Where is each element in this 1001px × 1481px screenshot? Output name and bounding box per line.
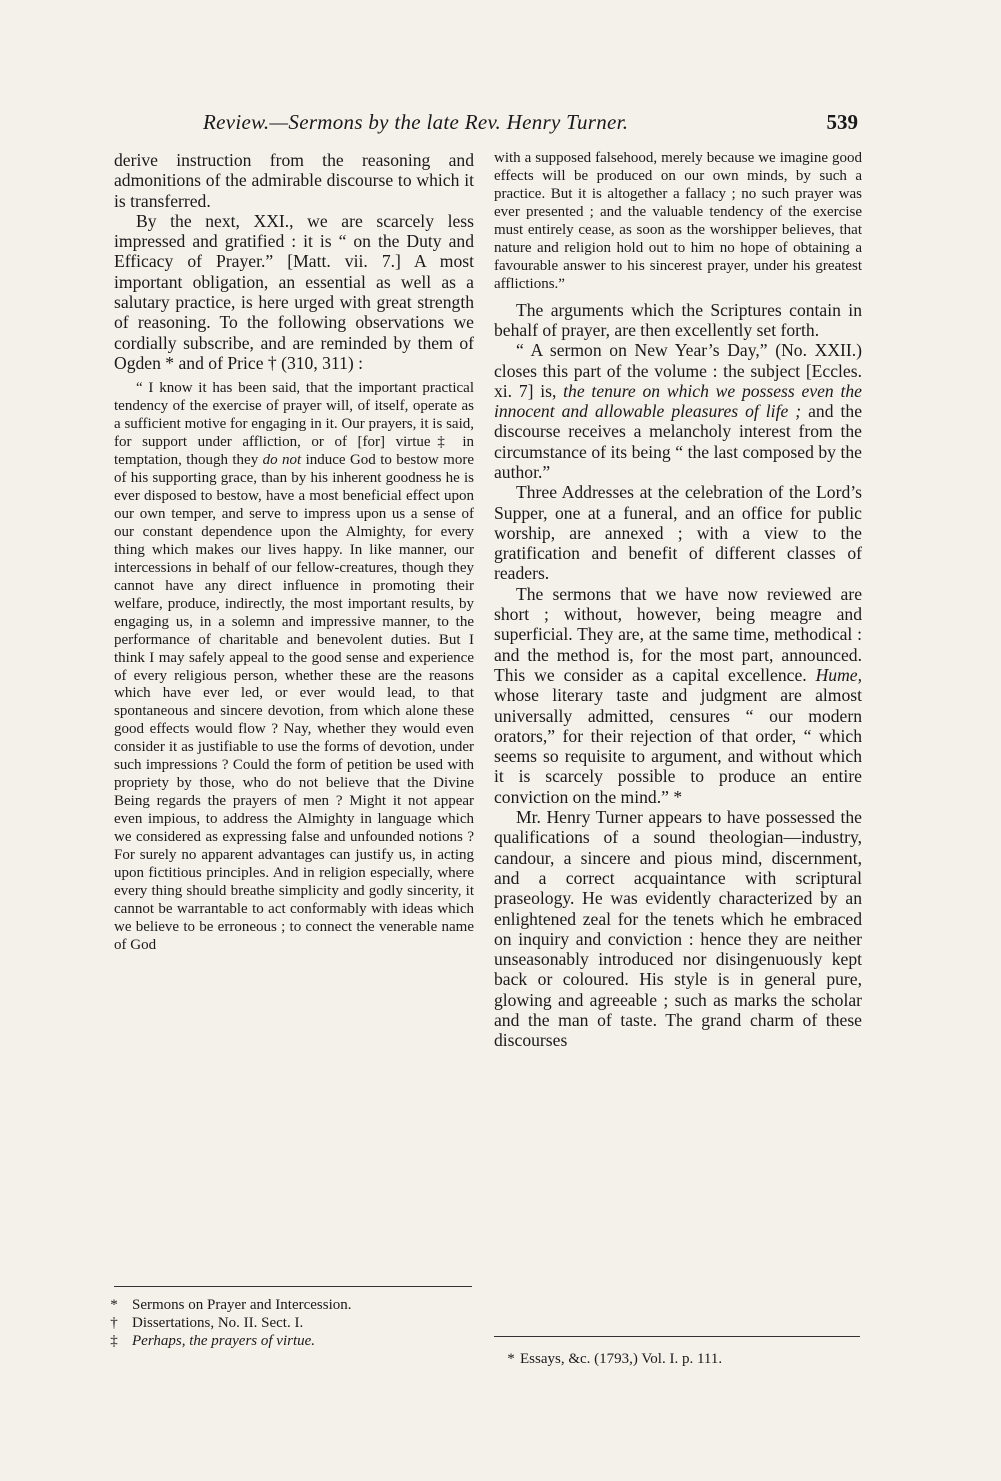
footnote-mark: * (110, 1297, 118, 1313)
page-header (118, 110, 858, 140)
footnote-rule-right (494, 1336, 860, 1337)
footnote-text: Sermons on Prayer and Intercession. (132, 1297, 352, 1313)
footnotes-right (494, 1350, 862, 1368)
paragraph-text: whose literary taste and judgment are almost universally admitted, censures “ our modern orators,” for their rejection of that order, “ which seems so requisite to argument, and without which it is scarcely possible to produce an entire conviction on the mind.” * (494, 685, 862, 807)
paragraph: Mr. Henry Turner appears to have possessed the qualifications of a sound theologian—industry, candour, a sincere and pious mind, discernment, and a correct acquaintance with scriptural praseology. He was evidently characterized by an enlightened zeal for the tenets which he embraced on inquiry and conviction : hence they are neither unseasonably introduced nor disingenuously kept back or coloured. His style is in general pure, glowing and agreeable ; such as marks the scholar and the man of taste. The grand charm of these discourses (494, 807, 862, 1051)
quote-text: “ I know it has been said, that the important practical tendency of the exercise of prayer will, of itself, operate as a sufficient motive for engaging in it. Our prayers, it is said, for support under affliction, or of [for] virtue‡ in temptation, though they (114, 380, 474, 469)
footnote-rule-left (114, 1286, 472, 1287)
paragraph-text: and the discourse receives a melancholy interest from the circumstance of its being “ the last composed by the author.” (494, 401, 863, 482)
paragraph: Three Addresses at the celebration of the Lord’s Supper, one at a funeral, and an office for public worship, are annexed ; with a view to the gratification and benefit of different classes of readers. (494, 482, 862, 584)
quote-emphasis: do not (262, 452, 302, 469)
running-title: Review.—Sermons by the late Rev. Henry Turner. (203, 110, 629, 134)
footnote-mark: † (110, 1315, 118, 1331)
block-quote-end: with a supposed falsehood, merely because we imagine good effects will be produced on our own minds, by such a practice. But it is altogether a fallacy ; no such prayer was ever presented ; and the valuable tendency of the exercise must entirely cease, as soon as the worshipper believes, that nature and religion hold out to him no hope of obtaining a favourable answer to his sincerest prayer, under his greatest afflictions.” (494, 150, 862, 292)
footnote (494, 1350, 862, 1368)
footnotes-left (110, 1296, 474, 1350)
footnote-mark: ‡ (110, 1333, 118, 1349)
paragraph-text: The sermons that we have now reviewed are short ; without, however, being meagre and superficial. They are, at the same time, methodical : and the method is, for the most part, announced. This we consider as a capital excellence. (494, 583, 862, 685)
right-column (494, 150, 862, 1051)
footnote (110, 1314, 474, 1332)
page-number: 539 (826, 110, 858, 134)
paragraph (494, 584, 862, 807)
footnote (110, 1296, 474, 1314)
block-quote (114, 380, 474, 955)
paragraph-emphasis: the tenure on which we possess even the innocent and allowable pleasures of life ; (494, 380, 862, 422)
footnote (110, 1332, 474, 1350)
paragraph: By the next, XXI., we are scarcely less impressed and gratified : it is “ on the Duty and Efficacy of Prayer.” [Matt. vii. 7.] A most important obligation, an essential as well as a salutary practice, is here urged with great strength of reasoning. To the following observations we cordially subscribe, and are reminded by them of Ogden * and of Price † (310, 311) : (114, 210, 474, 373)
footnote-text: Essays, &c. (1793,) Vol. I. p. 111. (520, 1351, 723, 1367)
paragraph (494, 340, 862, 482)
paragraph-text: “ A sermon on New Year’s Day,” (No. XXII.) closes this part of the volume : the subject [Eccles. xi. 7] is, (494, 340, 862, 401)
footnote-text: Perhaps, the prayers of virtue. (132, 1333, 316, 1349)
paragraph-emphasis: Hume, (815, 664, 862, 685)
footnote-text: Dissertations, No. II. Sect. I. (132, 1315, 304, 1331)
paragraph: The arguments which the Scriptures contain in behalf of prayer, are then excellently set forth. (494, 299, 862, 340)
paragraph: derive instruction from the reasoning and admonitions of the admirable discourse to which it is transferred. (114, 150, 474, 211)
footnote-mark: * (507, 1351, 515, 1367)
left-column (114, 150, 474, 955)
quote-text: induce God to bestow more of his supporting grace, than by his inherent goodness he is ever disposed to bestow, have a most beneficial effect upon our own temper, and serve to impress upon us a sense of our constant dependence upon the Almighty, for every thing which makes our lives happy. In like manner, our intercessions in behalf of our fellow-creatures, though they cannot have any direct influence in promoting their welfare, produce, indirectly, the most important results, by engaging us, in a solemn and impressive manner, to the performance of charitable and benevolent duties. But I think I may safely appeal to the good sense and experience of every religious person, whether these are the reasons which have ever led, or ever would lead, to that spontaneous and sincere devotion, from which alone these good effects would flow ? Nay, whether they would even consider it as justifiable to use the forms of devotion, under such impressions ? Could the form of petition be used with propriety by those, who do not believe that the Divine Being regards the prayers of men ? Might it not appear even impious, to address the Almighty in language which we considered as expressing false and unfounded notions ? For surely no apparent advantages can justify us, in acting upon fictitious principles. And in religion especially, where every thing should breathe simplicity and godly sincerity, it cannot be warrantable to act conformably with ideas which we believe to be erroneous ; to connect the venerable name of God (114, 452, 474, 953)
